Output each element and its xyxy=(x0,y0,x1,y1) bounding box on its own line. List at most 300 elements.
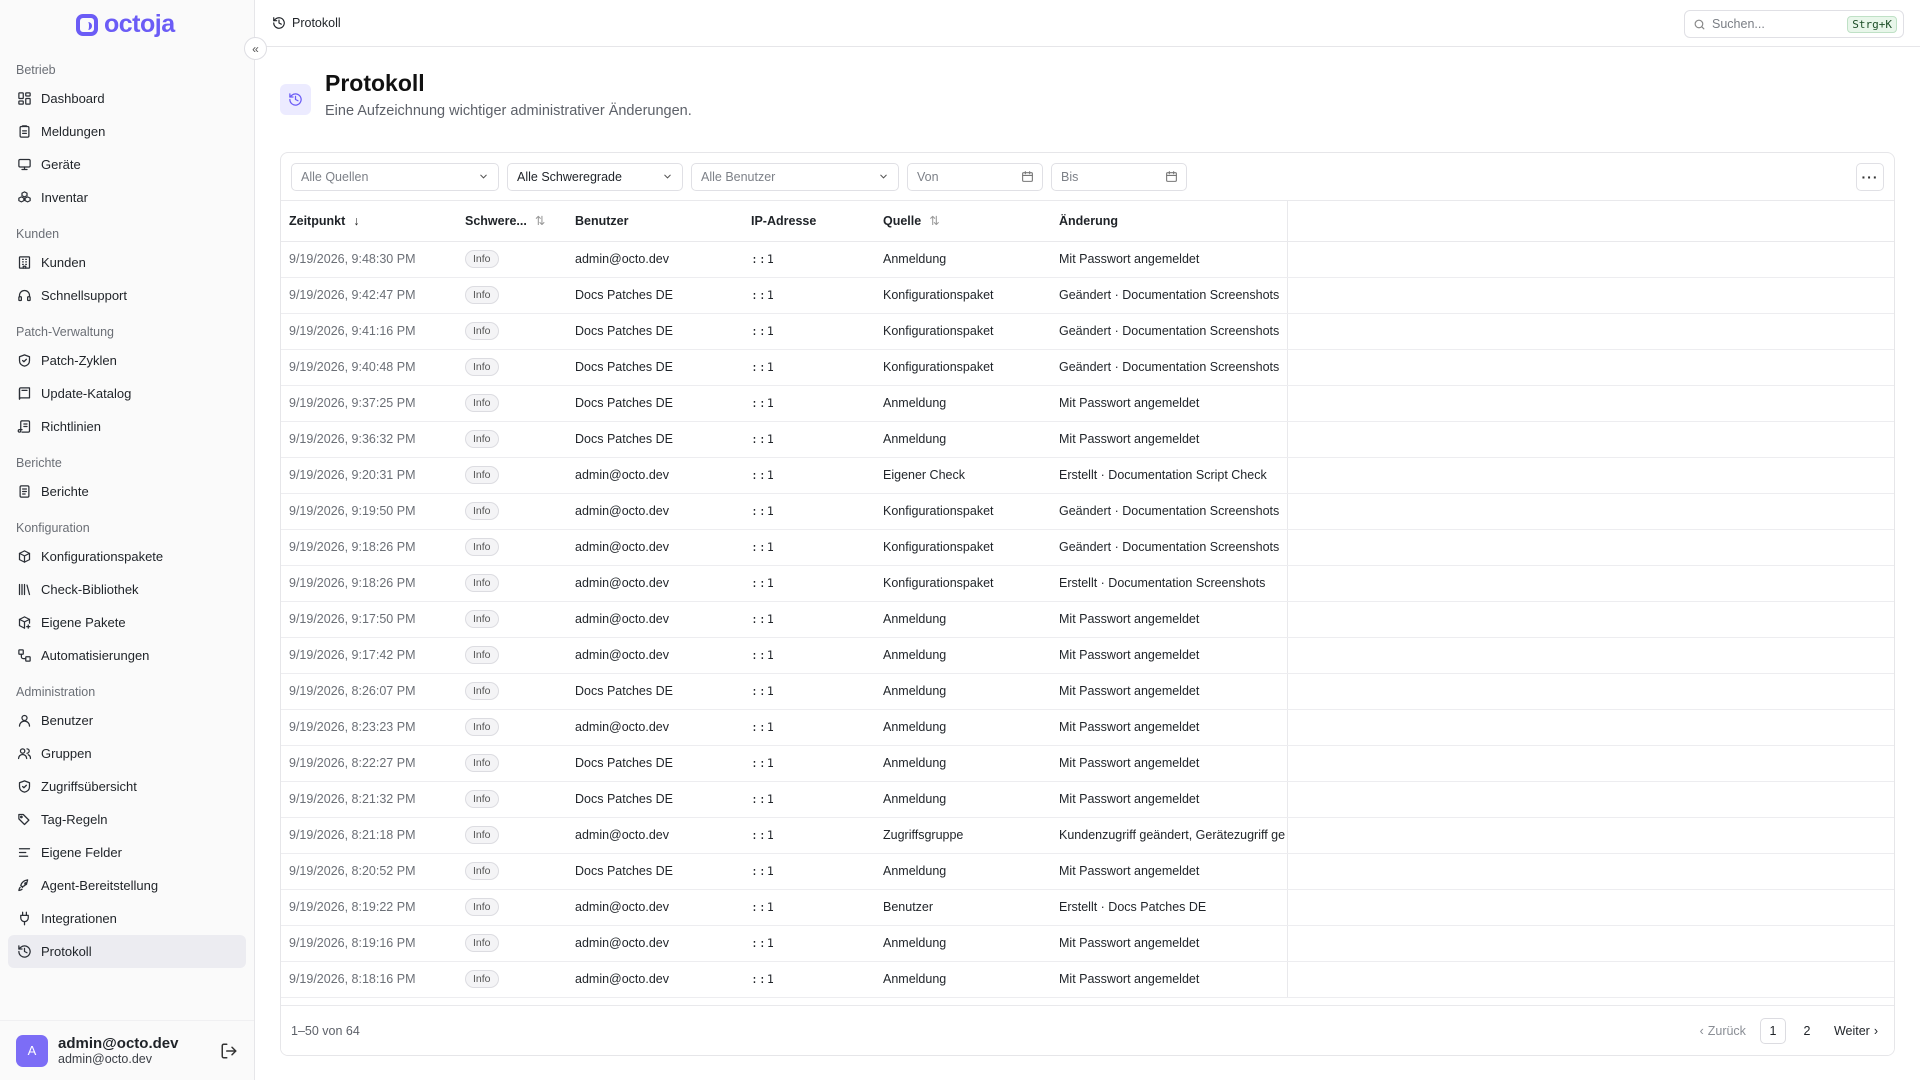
cell-change: Erstellt · Documentation Script Check xyxy=(1051,457,1287,493)
cell-user: admin@octo.dev xyxy=(567,889,743,925)
dashboard-icon xyxy=(16,91,32,107)
sidebar-item-label: Berichte xyxy=(41,484,89,499)
cell-spacer xyxy=(1287,241,1894,277)
cell-ip: ::1 xyxy=(743,241,875,277)
cell-source: Anmeldung xyxy=(875,781,1051,817)
cell-source: Konfigurationspaket xyxy=(875,313,1051,349)
shield-check-icon xyxy=(16,779,32,795)
severity-badge: Info xyxy=(465,934,499,952)
cell-timestamp: 9/19/2026, 8:26:07 PM xyxy=(281,673,457,709)
cell-user: admin@octo.dev xyxy=(567,457,743,493)
clipboard-icon xyxy=(16,124,32,140)
severity-badge: Info xyxy=(465,826,499,844)
cell-change: Mit Passwort angemeldet xyxy=(1051,745,1287,781)
column-header-ip xyxy=(743,201,875,241)
cell-ip: ::1 xyxy=(743,565,875,601)
sidebar-item-label: Schnellsupport xyxy=(41,288,127,303)
source-filter-value: Alle Quellen xyxy=(301,169,369,184)
cell-severity xyxy=(457,709,567,745)
app-logo[interactable] xyxy=(76,10,175,39)
cell-severity xyxy=(457,565,567,601)
search-input[interactable] xyxy=(1684,10,1904,38)
cell-severity xyxy=(457,529,567,565)
cell-source: Anmeldung xyxy=(875,961,1051,997)
cell-user: admin@octo.dev xyxy=(567,241,743,277)
cell-source: Konfigurationspaket xyxy=(875,565,1051,601)
table-row[interactable] xyxy=(281,349,1894,385)
cell-timestamp: 9/19/2026, 9:17:42 PM xyxy=(281,637,457,673)
search-shortcut: Strg+K xyxy=(1847,16,1897,33)
cell-timestamp: 9/19/2026, 9:18:26 PM xyxy=(281,565,457,601)
cell-spacer xyxy=(1287,745,1894,781)
cell-ip: ::1 xyxy=(743,745,875,781)
logout-icon[interactable] xyxy=(220,1042,238,1060)
table-header-row xyxy=(281,201,1894,241)
cell-change: Mit Passwort angemeldet xyxy=(1051,385,1287,421)
user-email: admin@octo.dev xyxy=(58,1051,152,1066)
cell-spacer xyxy=(1287,637,1894,673)
sidebar-item-agent-bereitstellung[interactable] xyxy=(8,869,246,902)
table-row[interactable] xyxy=(281,961,1894,997)
user-filter-select[interactable] xyxy=(691,163,899,191)
cell-source: Anmeldung xyxy=(875,745,1051,781)
sidebar-item-benutzer[interactable] xyxy=(8,704,246,737)
severity-badge: Info xyxy=(465,250,499,268)
sidebar-item-geräte[interactable] xyxy=(8,148,246,181)
cell-change: Kundenzugriff geändert, Gerätezugriff ge xyxy=(1051,817,1287,853)
cell-spacer xyxy=(1287,421,1894,457)
severity-badge: Info xyxy=(465,430,499,448)
severity-filter-select[interactable] xyxy=(507,163,683,191)
table-row[interactable] xyxy=(281,385,1894,421)
sidebar-item-label: Geräte xyxy=(41,157,81,172)
audit-log-card xyxy=(280,152,1895,1056)
tags-icon xyxy=(16,812,32,828)
sidebar-item-kunden[interactable] xyxy=(8,246,246,279)
filter-bar xyxy=(281,153,1894,201)
cell-ip: ::1 xyxy=(743,817,875,853)
sidebar-item-patch-zyklen[interactable] xyxy=(8,344,246,377)
chevron-down-icon xyxy=(478,171,489,182)
sidebar-item-label: Agent-Bereitstellung xyxy=(41,878,159,893)
user-name: admin@octo.dev xyxy=(58,1034,179,1052)
cell-user: Docs Patches DE xyxy=(567,745,743,781)
pagination xyxy=(1694,1018,1884,1044)
page-header xyxy=(280,70,692,119)
library-icon xyxy=(16,582,32,598)
table-row[interactable] xyxy=(281,241,1894,277)
chevrons-left-icon: « xyxy=(252,41,259,56)
cell-timestamp: 9/19/2026, 9:20:31 PM xyxy=(281,457,457,493)
cell-spacer xyxy=(1287,601,1894,637)
severity-badge: Info xyxy=(465,538,499,556)
cell-severity xyxy=(457,781,567,817)
cell-user: Docs Patches DE xyxy=(567,781,743,817)
table-row[interactable] xyxy=(281,781,1894,817)
cell-change: Mit Passwort angemeldet xyxy=(1051,241,1287,277)
cell-change: Erstellt · Documentation Screenshots xyxy=(1051,565,1287,601)
sidebar-item-dashboard[interactable] xyxy=(8,82,246,115)
severity-badge: Info xyxy=(465,610,499,628)
user-icon xyxy=(16,713,32,729)
column-header-severity[interactable] xyxy=(457,201,567,241)
topbar xyxy=(256,0,1920,47)
package-plus-icon xyxy=(16,615,32,631)
cell-ip: ::1 xyxy=(743,853,875,889)
sidebar-item-label: Eigene Felder xyxy=(41,845,122,860)
sidebar-item-tag-regeln[interactable] xyxy=(8,803,246,836)
breadcrumb xyxy=(272,16,341,30)
sidebar-item-schnellsupport[interactable] xyxy=(8,279,246,312)
column-label: Änderung xyxy=(1059,213,1119,228)
cell-change: Geändert · Documentation Screenshots xyxy=(1051,277,1287,313)
cell-ip: ::1 xyxy=(743,421,875,457)
cell-timestamp: 9/19/2026, 9:36:32 PM xyxy=(281,421,457,457)
table-row[interactable] xyxy=(281,601,1894,637)
sidebar-item-label: Gruppen xyxy=(41,746,92,761)
table-row[interactable] xyxy=(281,925,1894,961)
cell-source: Benutzer xyxy=(875,889,1051,925)
cell-timestamp: 9/19/2026, 8:21:18 PM xyxy=(281,817,457,853)
sidebar-item-label: Integrationen xyxy=(41,911,117,926)
cell-user: admin@octo.dev xyxy=(567,817,743,853)
cell-change: Geändert · Documentation Screenshots xyxy=(1051,493,1287,529)
cell-source: Anmeldung xyxy=(875,637,1051,673)
chevron-down-icon xyxy=(662,171,673,182)
sidebar-item-check-bibliothek[interactable] xyxy=(8,573,246,606)
cell-user: Docs Patches DE xyxy=(567,673,743,709)
sidebar-item-label: Patch-Zyklen xyxy=(41,353,117,368)
more-options-button[interactable] xyxy=(1856,163,1884,191)
cell-spacer xyxy=(1287,277,1894,313)
column-header-spacer xyxy=(1287,201,1894,241)
sidebar-group-label: Administration xyxy=(16,685,96,699)
table-row[interactable] xyxy=(281,277,1894,313)
severity-badge: Info xyxy=(465,646,499,664)
cell-severity xyxy=(457,961,567,997)
cell-ip: ::1 xyxy=(743,385,875,421)
user-menu[interactable] xyxy=(0,1020,254,1080)
sort-icon: ⇅ xyxy=(534,214,546,229)
cell-change: Geändert · Documentation Screenshots xyxy=(1051,529,1287,565)
cell-ip: ::1 xyxy=(743,529,875,565)
cell-severity xyxy=(457,601,567,637)
severity-badge: Info xyxy=(465,322,499,340)
sidebar-item-label: Tag-Regeln xyxy=(41,812,108,827)
history-icon xyxy=(272,16,286,30)
sidebar-item-label: Check-Bibliothek xyxy=(41,582,139,597)
logo-text: octoja xyxy=(104,10,175,38)
cell-severity xyxy=(457,673,567,709)
cell-severity xyxy=(457,385,567,421)
cell-source: Konfigurationspaket xyxy=(875,349,1051,385)
sidebar xyxy=(0,0,255,1080)
headset-icon xyxy=(16,288,32,304)
next-page-label: Weiter xyxy=(1833,1023,1870,1038)
sidebar-item-label: Benutzer xyxy=(41,713,94,728)
cell-change: Geändert · Documentation Screenshots xyxy=(1051,313,1287,349)
column-label: IP-Adresse xyxy=(751,213,817,228)
logo-icon xyxy=(76,14,98,36)
cell-ip: ::1 xyxy=(743,277,875,313)
cell-change: Mit Passwort angemeldet xyxy=(1051,781,1287,817)
history-icon xyxy=(16,944,32,960)
column-label: Schwere... xyxy=(465,214,527,229)
sidebar-item-eigene-felder[interactable] xyxy=(8,836,246,869)
sidebar-nav xyxy=(8,58,246,968)
cell-severity xyxy=(457,745,567,781)
cell-severity xyxy=(457,421,567,457)
cell-spacer xyxy=(1287,889,1894,925)
sidebar-item-zugriffsübersicht[interactable] xyxy=(8,770,246,803)
sidebar-item-label: Eigene Pakete xyxy=(41,615,126,630)
cell-change: Mit Passwort angemeldet xyxy=(1051,709,1287,745)
cell-spacer xyxy=(1287,385,1894,421)
cell-spacer xyxy=(1287,349,1894,385)
severity-badge: Info xyxy=(465,862,499,880)
table-row[interactable] xyxy=(281,673,1894,709)
cell-user: Docs Patches DE xyxy=(567,313,743,349)
severity-badge: Info xyxy=(465,754,499,772)
cell-spacer xyxy=(1287,673,1894,709)
cell-timestamp: 9/19/2026, 9:42:47 PM xyxy=(281,277,457,313)
sidebar-item-label: Update-Katalog xyxy=(41,386,132,401)
page-button-2[interactable]: 2 xyxy=(1803,1023,1811,1038)
cell-change: Erstellt · Docs Patches DE xyxy=(1051,889,1287,925)
date-to-input[interactable] xyxy=(1051,163,1187,191)
cell-timestamp: 9/19/2026, 9:37:25 PM xyxy=(281,385,457,421)
table-row[interactable] xyxy=(281,457,1894,493)
cell-spacer xyxy=(1287,853,1894,889)
cell-spacer xyxy=(1287,961,1894,997)
user-info xyxy=(58,1035,210,1067)
table-row[interactable] xyxy=(281,493,1894,529)
column-header-source[interactable] xyxy=(875,201,1051,241)
calendar-icon xyxy=(1021,170,1034,183)
user-filter-value: Alle Benutzer xyxy=(701,169,776,184)
cell-ip: ::1 xyxy=(743,349,875,385)
cell-source: Anmeldung xyxy=(875,925,1051,961)
table-row[interactable] xyxy=(281,889,1894,925)
cell-severity xyxy=(457,817,567,853)
cell-spacer xyxy=(1287,529,1894,565)
page-button-1[interactable]: 1 xyxy=(1760,1018,1786,1044)
cell-severity xyxy=(457,277,567,313)
severity-badge: Info xyxy=(465,394,499,412)
cell-spacer xyxy=(1287,817,1894,853)
cell-user: admin@octo.dev xyxy=(567,493,743,529)
book-icon xyxy=(16,386,32,402)
search-placeholder: Suchen... xyxy=(1712,17,1765,31)
source-filter-select[interactable] xyxy=(291,163,499,191)
table-row[interactable] xyxy=(281,637,1894,673)
cell-change: Mit Passwort angemeldet xyxy=(1051,853,1287,889)
severity-filter-value: Alle Schweregrade xyxy=(517,169,622,184)
cell-severity xyxy=(457,313,567,349)
cell-severity xyxy=(457,889,567,925)
cell-change: Mit Passwort angemeldet xyxy=(1051,421,1287,457)
cell-timestamp: 9/19/2026, 9:18:26 PM xyxy=(281,529,457,565)
cell-ip: ::1 xyxy=(743,673,875,709)
cell-spacer xyxy=(1287,457,1894,493)
cell-user: Docs Patches DE xyxy=(567,421,743,457)
cell-severity xyxy=(457,457,567,493)
cell-ip: ::1 xyxy=(743,637,875,673)
table-row[interactable] xyxy=(281,529,1894,565)
column-label: Benutzer xyxy=(575,213,629,228)
date-from-input[interactable] xyxy=(907,163,1043,191)
sidebar-item-label: Richtlinien xyxy=(41,419,101,434)
severity-badge: Info xyxy=(465,502,499,520)
table-row[interactable] xyxy=(281,745,1894,781)
table-body xyxy=(281,241,1894,997)
sidebar-item-meldungen[interactable] xyxy=(8,115,246,148)
severity-badge: Info xyxy=(465,574,499,592)
severity-badge: Info xyxy=(465,970,499,988)
sidebar-item-richtlinien[interactable] xyxy=(8,410,246,443)
severity-badge: Info xyxy=(465,358,499,376)
cell-ip: ::1 xyxy=(743,889,875,925)
arrow-down-icon: ↓ xyxy=(353,213,360,228)
column-header-user xyxy=(567,201,743,241)
cell-timestamp: 9/19/2026, 9:48:30 PM xyxy=(281,241,457,277)
cell-user: admin@octo.dev xyxy=(567,637,743,673)
scroll-icon xyxy=(16,419,32,435)
sidebar-item-gruppen[interactable] xyxy=(8,737,246,770)
cell-spacer xyxy=(1287,925,1894,961)
cell-source: Anmeldung xyxy=(875,673,1051,709)
sidebar-group-label: Berichte xyxy=(16,456,62,470)
table-row[interactable] xyxy=(281,421,1894,457)
chevron-right-icon: › xyxy=(1873,1023,1878,1038)
table-row[interactable] xyxy=(281,313,1894,349)
cell-ip: ::1 xyxy=(743,457,875,493)
cell-timestamp: 9/19/2026, 8:19:22 PM xyxy=(281,889,457,925)
sidebar-item-eigene-pakete[interactable] xyxy=(8,606,246,639)
sidebar-item-inventar[interactable] xyxy=(8,181,246,214)
cell-timestamp: 9/19/2026, 8:20:52 PM xyxy=(281,853,457,889)
cell-ip: ::1 xyxy=(743,709,875,745)
cell-source: Konfigurationspaket xyxy=(875,529,1051,565)
severity-badge: Info xyxy=(465,718,499,736)
sidebar-item-label: Kunden xyxy=(41,255,86,270)
sidebar-item-label: Zugriffsübersicht xyxy=(41,779,137,794)
cell-user: admin@octo.dev xyxy=(567,709,743,745)
page-subtitle: Eine Aufzeichnung wichtiger administrativer Änderungen. xyxy=(325,102,692,119)
next-page-button[interactable] xyxy=(1828,1024,1884,1038)
cell-spacer xyxy=(1287,493,1894,529)
cell-timestamp: 9/19/2026, 9:40:48 PM xyxy=(281,349,457,385)
sidebar-item-berichte[interactable] xyxy=(8,475,246,508)
cell-ip: ::1 xyxy=(743,493,875,529)
boxes-icon xyxy=(16,190,32,206)
sidebar-item-label: Meldungen xyxy=(41,124,106,139)
cell-severity xyxy=(457,493,567,529)
cell-user: admin@octo.dev xyxy=(567,601,743,637)
cell-timestamp: 9/19/2026, 8:18:16 PM xyxy=(281,961,457,997)
cell-source: Anmeldung xyxy=(875,421,1051,457)
sidebar-item-protokoll[interactable] xyxy=(8,935,246,968)
severity-badge: Info xyxy=(465,898,499,916)
previous-page-label: Zurück xyxy=(1707,1023,1746,1038)
severity-badge: Info xyxy=(465,466,499,484)
sidebar-group-label: Patch-Verwaltung xyxy=(16,325,114,339)
users-icon xyxy=(16,746,32,762)
cell-user: Docs Patches DE xyxy=(567,277,743,313)
table-row[interactable] xyxy=(281,709,1894,745)
column-header-change xyxy=(1051,201,1287,241)
monitor-icon xyxy=(16,157,32,173)
collapse-sidebar-button[interactable] xyxy=(244,37,267,60)
cell-severity xyxy=(457,637,567,673)
column-header-timestamp[interactable] xyxy=(281,201,457,241)
cell-source: Anmeldung xyxy=(875,241,1051,277)
building-icon xyxy=(16,255,32,271)
cell-ip: ::1 xyxy=(743,781,875,817)
sidebar-item-label: Protokoll xyxy=(41,944,92,959)
cell-ip: ::1 xyxy=(743,313,875,349)
cell-change: Mit Passwort angemeldet xyxy=(1051,673,1287,709)
cell-spacer xyxy=(1287,313,1894,349)
severity-badge: Info xyxy=(465,790,499,808)
sidebar-group-label: Kunden xyxy=(16,227,60,241)
table-row[interactable] xyxy=(281,565,1894,601)
cell-user: Docs Patches DE xyxy=(567,385,743,421)
date-to-placeholder: Bis xyxy=(1061,169,1079,184)
table-row[interactable] xyxy=(281,853,1894,889)
list-icon xyxy=(16,845,32,861)
sidebar-item-integrationen[interactable] xyxy=(8,902,246,935)
cell-change: Geändert · Documentation Screenshots xyxy=(1051,349,1287,385)
cell-severity xyxy=(457,349,567,385)
table-footer xyxy=(281,1005,1894,1055)
cell-user: Docs Patches DE xyxy=(567,853,743,889)
cell-change: Mit Passwort angemeldet xyxy=(1051,637,1287,673)
cell-ip: ::1 xyxy=(743,961,875,997)
cell-change: Mit Passwort angemeldet xyxy=(1051,925,1287,961)
sidebar-item-label: Dashboard xyxy=(41,91,105,106)
history-icon xyxy=(280,84,311,115)
cell-spacer xyxy=(1287,781,1894,817)
cell-timestamp: 9/19/2026, 8:21:32 PM xyxy=(281,781,457,817)
chevron-down-icon xyxy=(878,171,889,182)
sidebar-item-label: Automatisierungen xyxy=(41,648,150,663)
severity-badge: Info xyxy=(465,286,499,304)
audit-log-table xyxy=(281,201,1894,998)
cell-source: Anmeldung xyxy=(875,385,1051,421)
sidebar-item-automatisierungen[interactable] xyxy=(8,639,246,672)
previous-page-button[interactable] xyxy=(1694,1024,1752,1038)
cell-timestamp: 9/19/2026, 8:22:27 PM xyxy=(281,745,457,781)
cell-severity xyxy=(457,853,567,889)
more-horizontal-icon: ··· xyxy=(1861,169,1879,185)
cell-source: Eigener Check xyxy=(875,457,1051,493)
cell-ip: ::1 xyxy=(743,925,875,961)
table-row[interactable] xyxy=(281,817,1894,853)
cell-timestamp: 9/19/2026, 9:41:16 PM xyxy=(281,313,457,349)
rocket-icon xyxy=(16,878,32,894)
cell-user: admin@octo.dev xyxy=(567,529,743,565)
calendar-icon xyxy=(1165,170,1178,183)
package-icon xyxy=(16,549,32,565)
sidebar-group-label: Konfiguration xyxy=(16,521,90,535)
sidebar-item-update-katalog[interactable] xyxy=(8,377,246,410)
cell-severity xyxy=(457,925,567,961)
sort-icon: ⇅ xyxy=(929,214,940,229)
avatar[interactable]: A xyxy=(16,1035,48,1067)
sidebar-group-label: Betrieb xyxy=(16,63,56,77)
sidebar-item-konfigurationspakete[interactable] xyxy=(8,540,246,573)
